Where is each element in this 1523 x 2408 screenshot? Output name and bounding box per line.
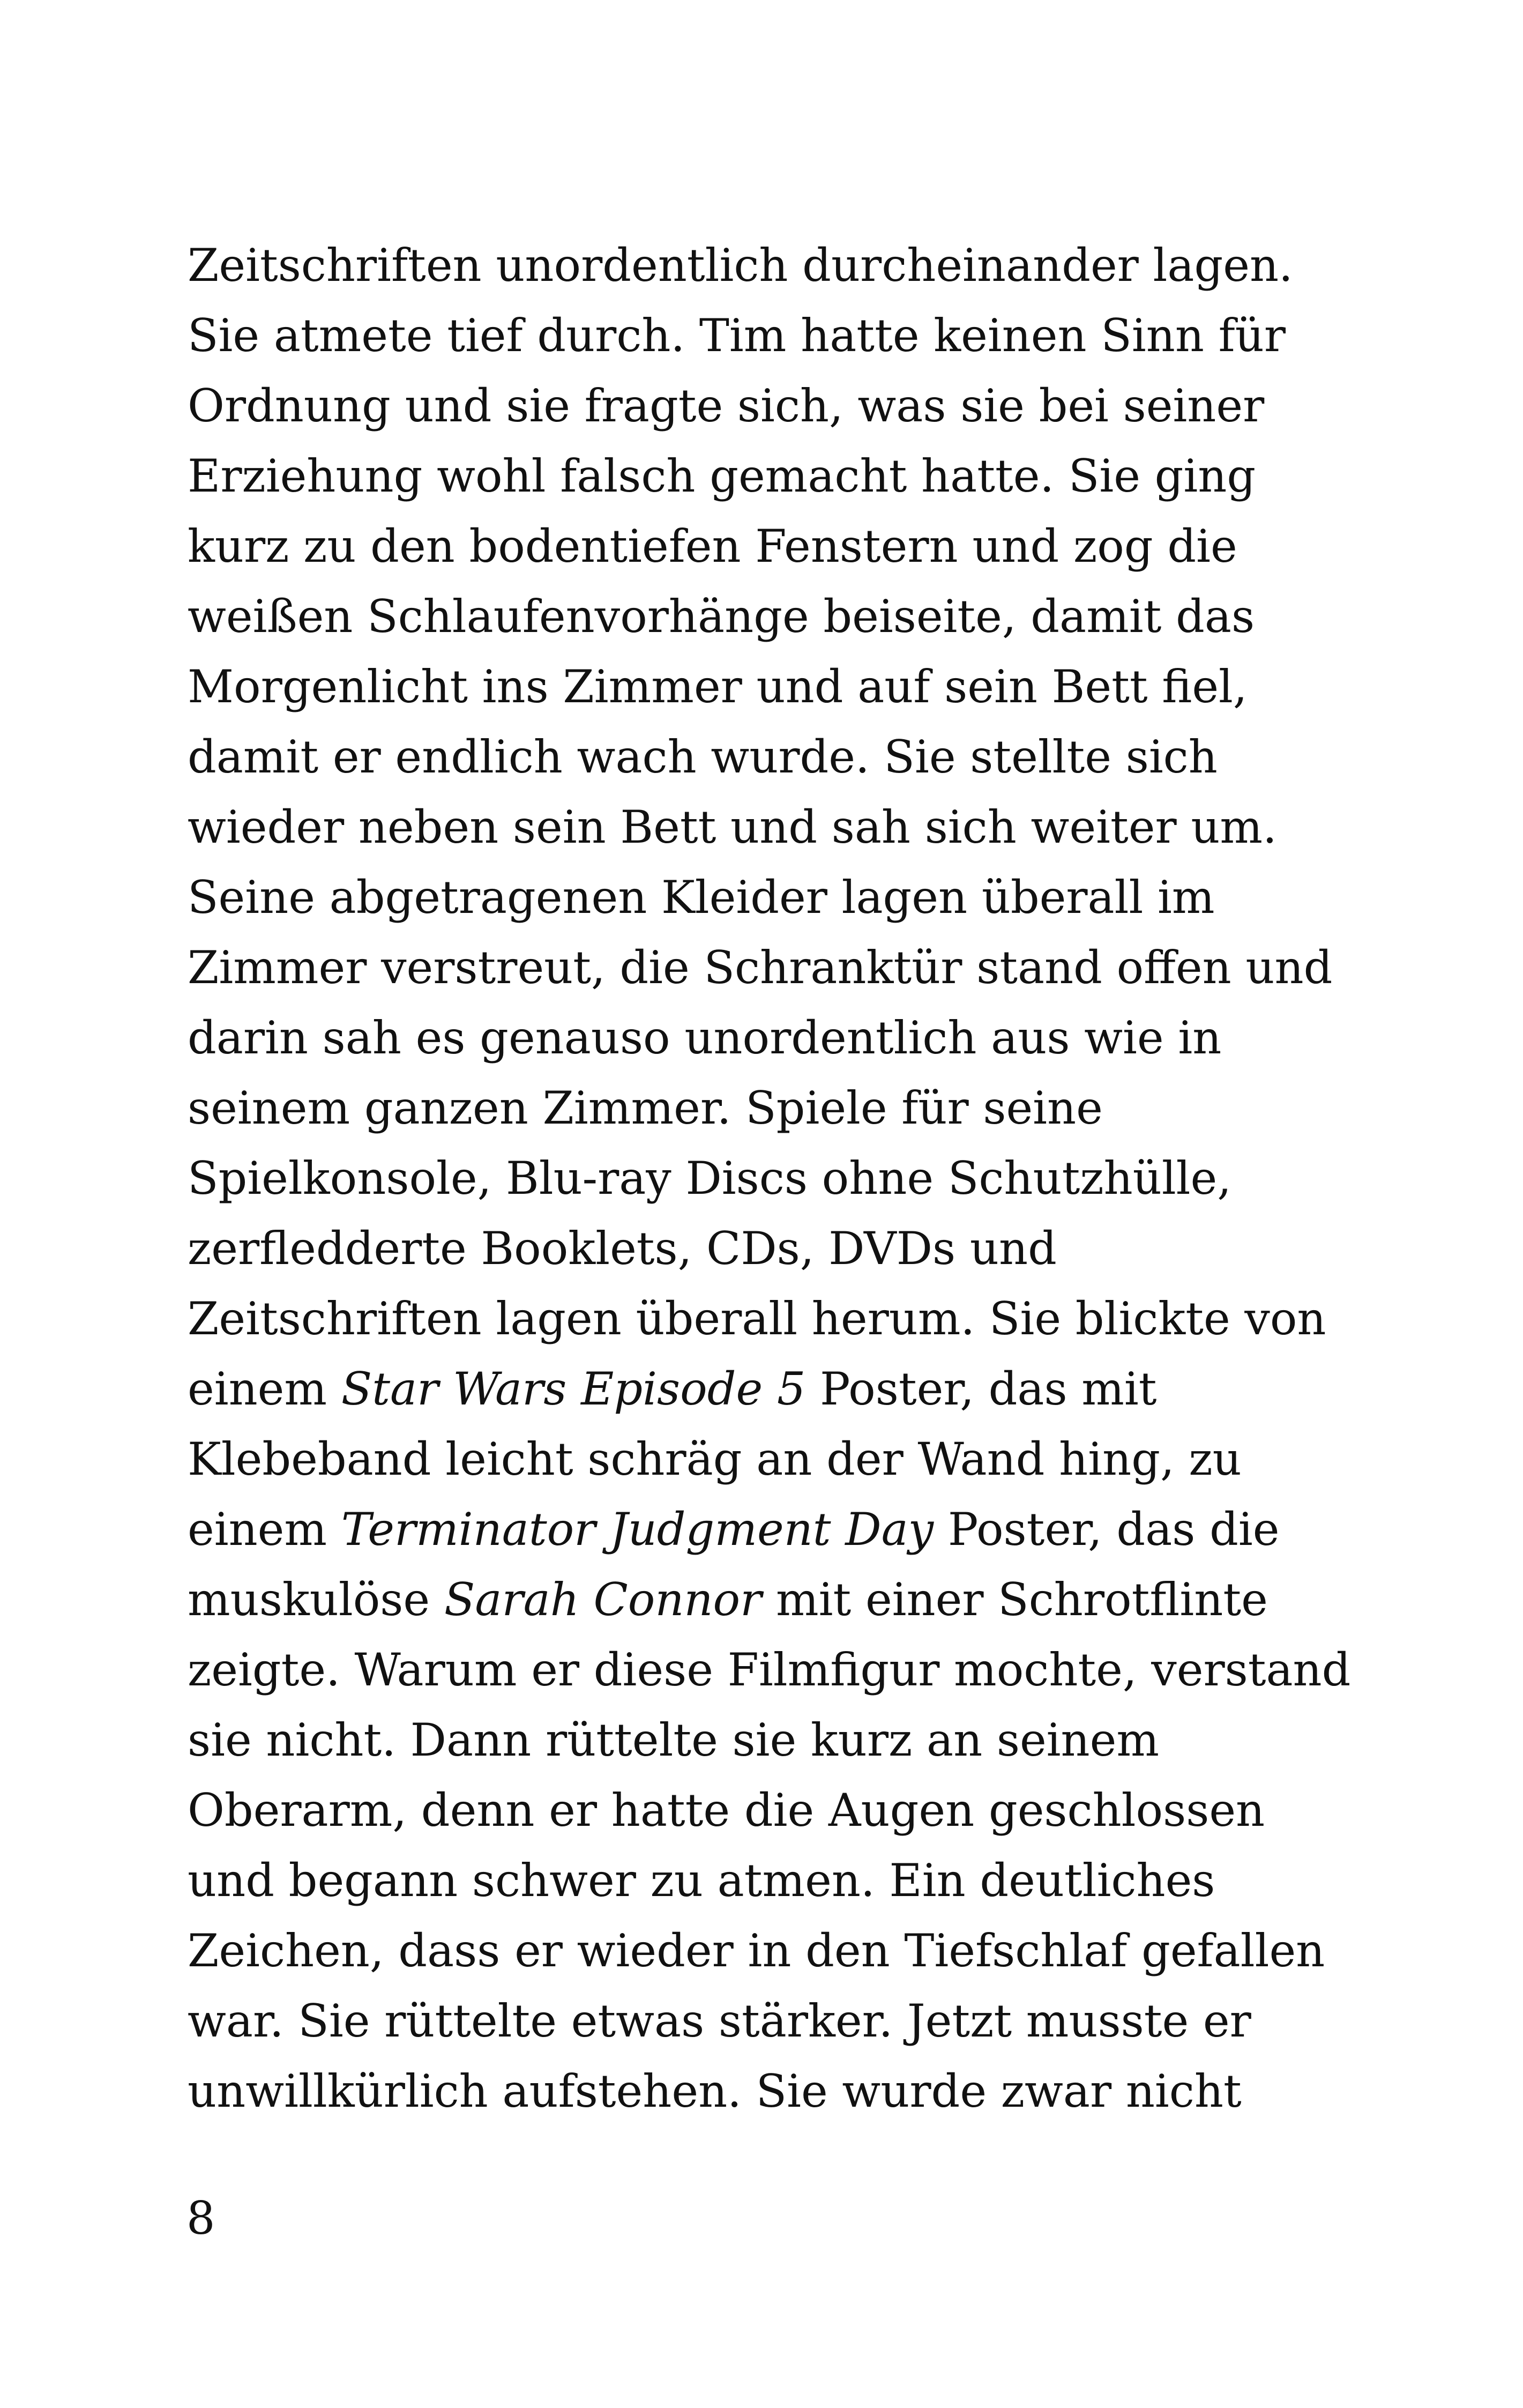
- text-run: Erziehung wohl falsch gemacht hatte. Sie ging: [188, 450, 1256, 502]
- text-line: [188, 652, 1393, 722]
- text-line: [188, 1916, 1393, 1986]
- text-run: zerfledderte Booklets, CDs, DVDs und: [188, 1222, 1057, 1275]
- text-line: [188, 792, 1393, 863]
- text-run: Sie atmete tief durch. Tim hatte keinen Sinn für: [188, 309, 1286, 362]
- text-line: [188, 863, 1393, 933]
- text-run: Zeitschriften unordentlich durcheinander lagen.: [188, 239, 1293, 292]
- text-run: Seine abgetragenen Kleider lagen überall im: [188, 871, 1215, 924]
- italic-title: Sarah Connor: [444, 1573, 762, 1626]
- text-line: [188, 1284, 1393, 1354]
- text-run: weißen Schlaufenvorhänge beiseite, damit das: [188, 590, 1255, 643]
- text-line: [188, 1143, 1393, 1214]
- text-run: sie nicht. Dann rüttelte sie kurz an seinem: [188, 1714, 1160, 1766]
- text-line: [188, 1705, 1393, 1775]
- text-line: [188, 1003, 1393, 1073]
- text-line: [188, 1495, 1393, 1565]
- text-run: kurz zu den bodentiefen Fenstern und zog die: [188, 520, 1237, 573]
- text-run: Klebeband leicht schräg an der Wand hing, zu: [188, 1433, 1242, 1485]
- text-line: [188, 1073, 1393, 1143]
- text-run: war. Sie rüttelte etwas stärker. Jetzt musste er: [188, 1995, 1251, 2047]
- text-run: Ordnung und sie fragte sich, was sie bei seiner: [188, 380, 1265, 432]
- text-line: [188, 231, 1393, 301]
- text-run: damit er endlich wach wurde. Sie stellte sich: [188, 731, 1218, 783]
- text-run: unwillkürlich aufstehen. Sie wurde zwar nicht: [188, 2065, 1242, 2117]
- text-line: [188, 441, 1393, 511]
- text-line: [188, 1565, 1393, 1635]
- text-line: [188, 722, 1393, 792]
- page-number: 8: [186, 2192, 215, 2245]
- text-run: einem: [188, 1503, 341, 1556]
- italic-title: Star Wars Episode 5: [341, 1363, 806, 1415]
- text-line: [188, 582, 1393, 652]
- text-run: einem: [188, 1363, 341, 1415]
- body-text: [188, 231, 1393, 2127]
- text-run: Zeitschriften lagen überall herum. Sie blickte von: [188, 1292, 1326, 1345]
- text-line: [188, 2056, 1393, 2127]
- italic-title: Terminator Judgment Day: [341, 1503, 934, 1556]
- text-line: [188, 371, 1393, 441]
- text-run: und begann schwer zu atmen. Ein deutliches: [188, 1854, 1215, 1907]
- text-line: [188, 1424, 1393, 1495]
- text-run: wieder neben sein Bett und sah sich weiter um.: [188, 801, 1277, 853]
- text-run: zeigte. Warum er diese Filmfigur mochte, verstand: [188, 1644, 1351, 1696]
- text-line: [188, 933, 1393, 1003]
- text-line: [188, 1846, 1393, 1916]
- text-run: muskulöse: [188, 1573, 444, 1626]
- text-run: darin sah es genauso unordentlich aus wie in: [188, 1012, 1222, 1064]
- text-line: [188, 1775, 1393, 1846]
- text-run: Zimmer verstreut, die Schranktür stand offen und: [188, 941, 1333, 994]
- text-line: [188, 1635, 1393, 1705]
- text-run: Oberarm, denn er hatte die Augen geschlossen: [188, 1784, 1265, 1837]
- text-line: [188, 301, 1393, 371]
- text-line: [188, 1214, 1393, 1284]
- text-run: seinem ganzen Zimmer. Spiele für seine: [188, 1082, 1103, 1134]
- text-line: [188, 1986, 1393, 2056]
- text-run: Poster, das die: [934, 1503, 1280, 1556]
- text-line: [188, 511, 1393, 582]
- text-run: Poster, das mit: [805, 1363, 1157, 1415]
- text-run: Spielkonsole, Blu-ray Discs ohne Schutzhülle,: [188, 1152, 1231, 1205]
- text-run: mit einer Schrotflinte: [762, 1573, 1268, 1626]
- text-run: Morgenlicht ins Zimmer und auf sein Bett fiel,: [188, 660, 1248, 713]
- text-line: [188, 1354, 1393, 1424]
- text-run: Zeichen, dass er wieder in den Tiefschlaf gefallen: [188, 1924, 1325, 1977]
